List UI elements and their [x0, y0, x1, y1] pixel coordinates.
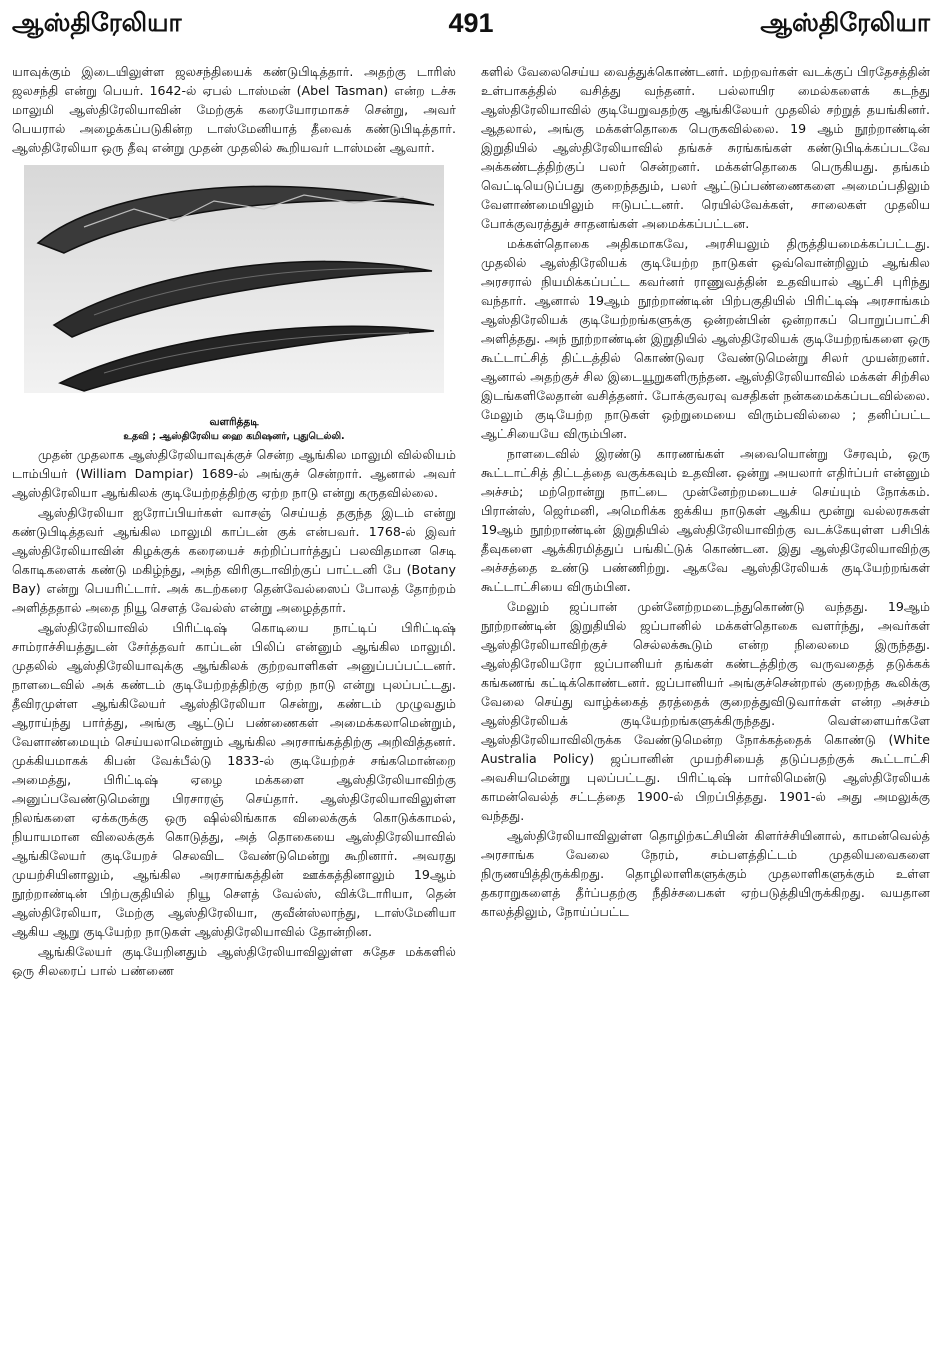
boomerang-illustration [24, 165, 444, 393]
left-column [12, 62, 456, 981]
running-head-left: ஆஸ்திரேலியா [12, 8, 182, 37]
left-paragraph-2: முதன் முதலாக ஆஸ்திரேலியாவுக்குச் சென்ற ஆங்கில மாலுமி வில்லியம் டாம்பியர் (William Dampiar) 1689-ல் அங்குச் சென்றார். ஆனால் அவர் ஆஸ்திரேலியா ஆங்கிலக் குடியேற்றத்திற்கு ஏற்ற நாடு என்று கருதவில்லை. [12, 447, 456, 500]
figure-caption: வளரித்தடி [209, 416, 259, 428]
left-paragraph-4: ஆஸ்திரேலியாவில் பிரிட்டிஷ் கொடியை நாட்டிப் பிரிட்டிஷ் சாம்ராச்சியத்துடன் சேர்த்தவர் காப்டன் பிலிப் என்னும் ஆங்கில மாலுமி. முதலில் ஆஸ்திரேலியாவுக்கு ஆங்கிலக் குற்றவாளிகள் அனுப்பப்பட்டனர். நாளடைவில் அக் கண்டம் குடியேற்றத்திற்கு ஏற்ற நாடு என்று புலப்பட்டது. தீவிரமுள்ள ஆங்கிலேயர் ஆஸ்திரேலியா சென்று, கண்டம் முழுவதும் ஆராய்ந்து பார்த்து, அங்கு ஆட்டுப் பண்ணைகள் அமைக்கலாமென்றும், வேளாண்மையும் செய்யலாமென்றும் ஆங்கில அரசாங்கத்திற்கு அறிவித்தனர். முக்கியமாகக் கிபன் வேக்பீல்டு 1833-ல் குடியேற்றச் சங்கமொன்றை அமைத்து, பிரிட்டிஷ் ஏழை மக்களை ஆஸ்திரேலியாவிற்கு அனுப்பவேண்டுமென்று பிரசாரஞ் செய்தார். ஆஸ்திரேலியாவிலுள்ள நிலங்களை ஏக்கருக்கு ஒரு ஷில்லிங்காக விலைக்குக் கொடுக்காமல், நியாயமான விலைக்குக் கொடுத்து, அத் தொகையை ஆஸ்திரேலியாவில் ஆங்கிலேயர் குடியேறச் செலவிட வேண்டுமென்று கூறினார். அவரது முயற்சியினாலும், ஆங்கில அரசாங்கத்தின் ஊக்கத்தினாலும் 19ஆம் நூற்றாண்டின் பிற்பகுதியில் நியூ சௌத் வேல்ஸ், விக்டோரியா, தென் ஆஸ்திரேலியா, மேற்கு ஆஸ்திரேலியா, குவீன்ஸ்லாந்து, டாஸ்மேனியா ஆகிய ஆறு குடியேற்ற நாடுகள் ஆஸ்திரேலியாவில் தோன்றின. [12, 620, 456, 939]
page-number: 491 [448, 8, 494, 38]
right-column [481, 62, 930, 922]
right-paragraph-4: மேலும் ஜப்பான் முன்னேற்றமடைந்துகொண்டு வந்தது. 19ஆம் நூற்றாண்டின் இறுதியில் ஜப்பானில் மக்கள்தொகை வளர்ந்து, அவர்கள் ஆஸ்திரேலியாவிற்குச் செல்லக்கூடும் என்ற நிலைமை இருந்தது. ஆஸ்திரேலியரோ ஜப்பானியர் தங்கள் கண்டத்திற்கு வருவதைத் தடுக்கக் கங்கணங் கட்டிக்கொண்டனர். ஜப்பானியர் அங்குச்சென்றால் குறைந்த கூலிக்கு வேலை செய்து வாழ்க்கைத் தரத்தைக் குறைத்துவிடுவார்கள் என்ற அச்சம் ஆஸ்திரேலியக் குடியேற்றங்களுக்கிருந்தது. வெள்ளையர்களே ஆஸ்திரேலியாவிலிருக்க வேண்டுமென்ற நோக்கத்தைக் கொண்டு (White Australia Policy) ஜப்பானின் முயற்சியைத் தடுப்பதற்குக் கூட்டாட்சி அவசியமென்று புலப்பட்டது. பிரிட்டிஷ் பார்லிமென்டு ஆஸ்திரேலியக் காமன்வெல்த் சட்டத்தை 1900-ல் பிறப்பித்தது. 1901-ல் அது அமலுக்கு வந்தது. [481, 599, 930, 823]
left-paragraph-1: யாவுக்கும் இடையிலுள்ள ஜலசந்தியைக் கண்டுபிடித்தார். அதற்கு டாரிஸ் ஜலசந்தி என்று பெயர். 1642-ல் ஏபல் டாஸ்மன் (Abel Tasman) என்ற டச்சு மாலுமி ஆஸ்திரேலியாவின் மேற்குக் கரையோரமாகச் சென்று, அவர் பெயரால் அழைக்கப்படுகின்ற டாஸ்மேனியாத் தீவைக் கண்டுபிடித்தார். ஆஸ்திரேலியா ஒரு தீவு என்று முதன் முதலில் கூறியவர் டாஸ்மன் ஆவார். [12, 64, 456, 155]
figure-credit: உதவி ; ஆஸ்திரேலிய ஹை கமிஷனர், புதுடெல்லி. [123, 431, 345, 442]
left-paragraph-3: ஆஸ்திரேலியா ஐரோப்பியர்கள் வாசஞ் செய்யத் தகுந்த இடம் என்று கண்டுபிடித்தவர் ஆங்கில மாலுமி காப்டன் குக் என்பவர். 1768-ல் இவர் ஆஸ்திரேலியாவின் கிழக்குக் கரையைச் சுற்றிப்பார்த்துப் பலவிதமான செடி கொடிகளைக் கண்டு மகிழ்ந்து, அந்த விரிகுடாவிற்குப் பாட்டனி பே (Botany Bay) என்று பெயரிட்டார். அக் கடற்கரை தென்வேல்ஸைப் போலத் தோற்றம் அளித்ததால் அதை நியூ சௌத் வேல்ஸ் என்று அழைத்தார். [12, 505, 456, 615]
right-paragraph-3: நாளடைவில் இரண்டு காரணங்கள் அவையொன்று சேரவும், ஒரு கூட்டாட்சித் திட்டத்தை வகுக்கவும் உதவின. ஒன்று அயலார் எதிர்ப்பர் என்னும் அச்சம்; மற்றொன்று நாட்டை முன்னேற்றமடையச் செய்யும் நோக்கம். பிரான்ஸ், ஜெர்மனி, அமெரிக்க ஐக்கிய நாடுகள் ஆகிய மூன்று வல்லரசுகள் 19ஆம் நூற்றாண்டின் இறுதியில் ஆஸ்திரேலியாவிற்கு வடக்கேயுள்ள பசிபிக் தீவுகளை ஆக்கிரமித்துப் பங்கிட்டுக் கொண்டன. இது ஆஸ்திரேலியாவிற்கு அச்சத்தை உண்டு பண்ணிற்று. ஆகவே ஆஸ்திரேலியக் குடியேற்றங்கள் கூட்டாட்சியை விரும்பின. [481, 446, 930, 594]
left-paragraph-5: ஆங்கிலேயர் குடியேறினதும் ஆஸ்திரேலியாவிலுள்ள சுதேச மக்களில் ஒரு சிலரைப் பால் பண்ணை [12, 944, 456, 978]
boomerang-figure [24, 165, 444, 445]
right-paragraph-5: ஆஸ்திரேலியாவிலுள்ள தொழிற்கட்சியின் கிளர்ச்சியினால், காமன்வெல்த் அரசாங்க வேலை நேரம், சம்பளத்திட்டம் முதலியவைகளை நிருணயித்திருக்கிறது. தொழிலாளிகளுக்கும் முதலாளிகளுக்கும் உள்ள தகராறுகளைத் தீர்ப்பதற்கு நீதிச்சபைகள் ஏற்படுத்தியிருக்கிறது. வயதான காலத்திலும், நோய்ப்பட்ட [481, 828, 930, 919]
running-head-right: ஆஸ்திரேலியா [760, 8, 930, 37]
right-paragraph-2: மக்கள்தொகை அதிகமாகவே, அரசியலும் திருத்தியமைக்கப்பட்டது. முதலில் ஆஸ்திரேலியக் குடியேற்ற நாடுகள் ஒவ்வொன்றிலும் ஆங்கில அரசரால் நியமிக்கப்பட்ட கவர்னர் ராணுவத்தின் உதவியால் ஆட்சி புரிந்து வந்தார். ஆனால் 19ஆம் நூற்றாண்டின் பிற்பகுதியில் பிரிட்டிஷ் அரசாங்கம் ஆஸ்திரேலியக் குடியேற்றங்களுக்கு ஒன்றன்பின் ஒன்றாகப் பொறுப்பாட்சி அளித்தது. அந் நூற்றாண்டின் இறுதியில் ஆஸ்திரேலியக் குடியேற்றங்களை ஒரு கூட்டாட்சித் திட்டத்தில் கொண்டுவர வேண்டுமென்று சிலர் முயன்றனர். ஆனால் அதற்குச் சில இடையூறுகளிருந்தன. ஆஸ்திரேலியாவில் மக்கள் சிற்சில இடங்களிலேதான் வசித்தனர். போக்குவரவு வசதிகள் நன்கமைக்கப்படவில்லை. மேலும் குடியேற்ற நாடுகள் ஒற்றுமையை விரும்பவில்லை ; தனிப்பட்ட ஆட்சியையே விரும்பின. [481, 236, 930, 441]
right-paragraph-1: களில் வேலைசெய்ய வைத்துக்கொண்டனர். மற்றவர்கள் வடக்குப் பிரதேசத்தின் உள்பாகத்தில் வசித்து வந்தனர். பல்லாயிர மைல்களைக் கடந்து ஆஸ்திரேலியாவில் குடியேறுவதற்கு ஆங்கிலேயர் முதலில் சற்றுத் தயங்கினர். ஆதலால், அங்கு மக்கள்தொகை பெருகவில்லை. 19 ஆம் நூற்றாண்டின் இறுதியில் ஆஸ்திரேலியாவில் தங்கச் சுரங்கங்கள் கண்டுபிடிக்கப்படவே அக்கண்டத்திற்குப் பலர் சென்றனர். மக்கள்தொகை பெருகியது. தங்கம் வெட்டியெடுப்பது குறைந்ததும், பலர் ஆட்டுப்பண்ணைகளை அமைப்பதிலும் வேளாண்மையிலும் ஈடுபட்டனர். ரெயில்வேக்கள், சாலைகள் முதலிய போக்குவரத்துச் சாதனங்கள் அமைக்கப்பட்டன. [481, 64, 930, 231]
